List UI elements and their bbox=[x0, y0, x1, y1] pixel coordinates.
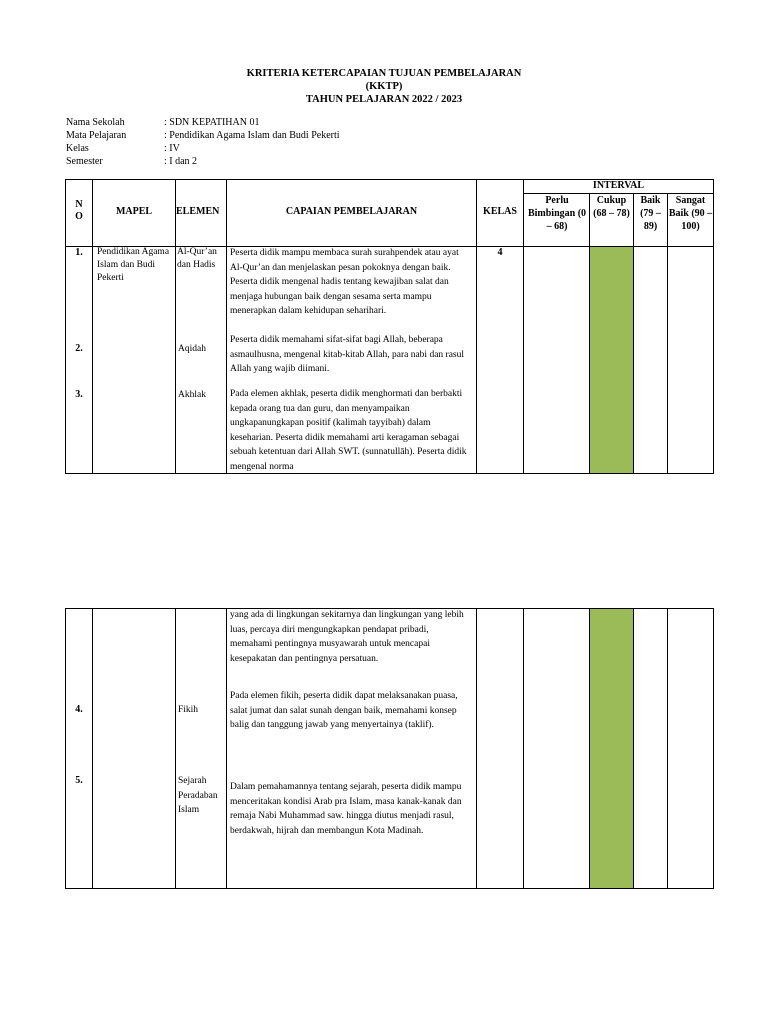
row-number: 5. bbox=[75, 775, 83, 786]
info-label: Nama Sekolah bbox=[66, 117, 125, 128]
info-value: : I dan 2 bbox=[164, 156, 198, 167]
header-cukup: Cukup (68 – 78) bbox=[593, 195, 630, 219]
row-number: 3. bbox=[75, 389, 83, 400]
document-title: KRITERIA KETERCAPAIAN TUJUAN PEMBELAJARAN bbox=[246, 68, 522, 79]
academic-year: TAHUN PELAJARAN 2022 / 2023 bbox=[305, 94, 463, 105]
kelas-cell: 4 bbox=[497, 247, 503, 258]
row-number: 1. bbox=[75, 247, 83, 258]
header-sangat-baik: Sangat Baik (90 – 100) bbox=[668, 195, 713, 232]
capaian-cell: Peserta didik memahami sifat-sifat bagi Allah, beberapa asmaulhusna, mengenal kitab-kitab Allah, para nabi dan rasul Allah yang wajib diimani. bbox=[230, 335, 464, 374]
info-value: : SDN KEPATIHAN 01 bbox=[164, 117, 260, 128]
header-perlu-bimbingan: Perlu Bimbingan (0 – 68) bbox=[527, 195, 587, 232]
elemen-cell: Akhlak bbox=[178, 390, 206, 400]
header-mapel: MAPEL bbox=[115, 206, 153, 217]
row-number: 4. bbox=[75, 704, 83, 715]
capaian-cell: Pada elemen akhlak, peserta didik menghormati dan berbakti kepada orang tua dan guru, dan menyampaikan ungkapanungkapan positif (kalimah tayyibah) dalam keseharian. Peserta didik memahami arti keragaman sebagai sebuah ketentuan dari Allah SWT. (sunnatullāh). Peserta didik mengenal norma bbox=[230, 389, 467, 472]
elemen-cell: Fikih bbox=[178, 705, 199, 715]
header-no: N O bbox=[75, 199, 83, 222]
capaian-cell: Dalam pemahamannya tentang sejarah, peserta didik mampu menceritakan kondisi Arab pra Islam, masa kanak-kanak dan remaja Nabi Muhammad saw. hingga diutus menjadi rasul, berdakwah, hijrah dan membangun Kota Madinah. bbox=[230, 782, 462, 836]
elemen-cell: Sejarah Peradaban Islam bbox=[178, 776, 218, 815]
mapel-cell: Pendidikan Agama Islam dan Budi Pekerti bbox=[97, 247, 170, 283]
header-baik: Baik (79 – 89) bbox=[640, 195, 661, 232]
capaian-cell: Peserta didik mampu membaca surah surahpendek atau ayat Al-Qur’an dan menjelaskan pesan pokoknya dengan baik. Peserta didik mengenal hadis tentang kewajiban salat dan menjaga hubungan baik dengan sesama serta mampu menerapkan dalam kehidupan seharihari. bbox=[230, 248, 459, 316]
info-label: Mata Pelajaran bbox=[66, 130, 127, 141]
cukup-column-fill bbox=[590, 609, 633, 888]
info-label: Semester bbox=[66, 156, 103, 167]
capaian-continuation: yang ada di lingkungan sekitarnya dan lingkungan yang lebih luas, percaya diri mengungkapkan pendapat pribadi, memahami pentingnya musyawarah untuk mencapai kesepakatan dan pentingnya persatuan. bbox=[230, 610, 464, 664]
elemen-cell: Aqidah bbox=[178, 344, 206, 354]
cukup-column-fill bbox=[590, 247, 633, 473]
header-capaian: CAPAIAN PEMBELAJARAN bbox=[285, 206, 418, 217]
document-subtitle: (KKTP) bbox=[365, 81, 403, 92]
capaian-cell: Pada elemen fikih, peserta didik dapat melaksanakan puasa, salat jumat dan salat sunah dengan baik, memahami konsep balig dan tanggung jawab yang menyertainya (taklif). bbox=[230, 691, 458, 730]
header-interval: INTERVAL bbox=[592, 180, 645, 191]
row-number: 2. bbox=[75, 343, 83, 354]
elemen-cell: Al-Qur’an dan Hadis bbox=[177, 247, 217, 270]
info-value: : IV bbox=[164, 143, 180, 154]
info-label: Kelas bbox=[66, 143, 89, 154]
info-value: : Pendidikan Agama Islam dan Budi Pekerti bbox=[164, 130, 340, 141]
header-kelas: KELAS bbox=[483, 206, 517, 217]
header-elemen: ELEMEN bbox=[176, 206, 220, 217]
